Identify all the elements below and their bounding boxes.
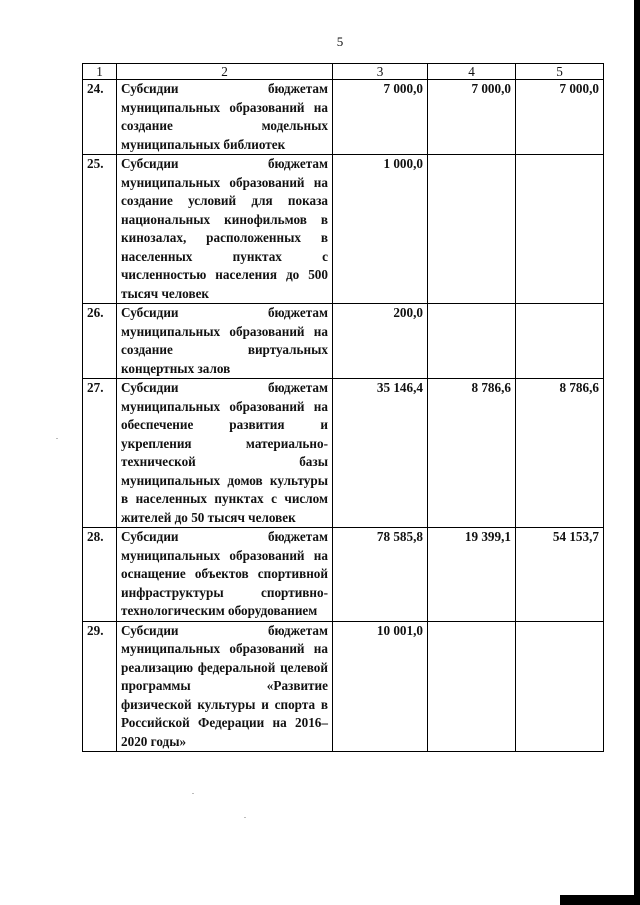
row-description: Субсидии бюджетам муниципальных образований на оснащение объектов спортивной инфраструктуры спортивно-технологическим оборудованием	[117, 528, 333, 622]
row-amount-col4: 19 399,1	[428, 528, 516, 622]
scan-speck	[244, 817, 246, 818]
page-number: 5	[336, 34, 344, 49]
row-amount-col3: 78 585,8	[333, 528, 428, 622]
row-amount-col3: 1 000,0	[333, 155, 428, 304]
table-row	[83, 621, 604, 752]
table-row	[83, 528, 604, 622]
header-col-3: 3	[333, 64, 428, 80]
scan-edge-right	[634, 0, 640, 905]
row-amount-col4	[428, 304, 516, 379]
scan-speck	[56, 438, 58, 439]
row-description: Субсидии бюджетам муниципальных образований на создание модельных муниципальных библиотек	[117, 80, 333, 155]
row-amount-col5	[516, 155, 604, 304]
row-amount-col3: 35 146,4	[333, 379, 428, 528]
row-description: Субсидии бюджетам муниципальных образований на обеспечение развития и укрепления материально-технической базы муниципальных домов культуры в населенных пунктах с числом жителей до 50 тысяч человек	[117, 379, 333, 528]
row-amount-col3: 7 000,0	[333, 80, 428, 155]
header-col-5: 5	[516, 64, 604, 80]
row-amount-col3: 200,0	[333, 304, 428, 379]
row-number: 29.	[83, 621, 117, 752]
scan-edge-bottom	[560, 895, 640, 905]
row-amount-col5	[516, 304, 604, 379]
row-amount-col3: 10 001,0	[333, 621, 428, 752]
row-number: 24.	[83, 80, 117, 155]
row-description: Субсидии бюджетам муниципальных образований на реализацию федеральной целевой программы «Развитие физической культуры и спорта в Российской Федерации на 2016–2020 годы»	[117, 621, 333, 752]
scan-speck	[192, 793, 194, 794]
row-amount-col4: 7 000,0	[428, 80, 516, 155]
header-col-2: 2	[117, 64, 333, 80]
row-number: 28.	[83, 528, 117, 622]
row-amount-col5: 7 000,0	[516, 80, 604, 155]
row-description: Субсидии бюджетам муниципальных образований на создание виртуальных концертных залов	[117, 304, 333, 379]
row-amount-col5: 54 153,7	[516, 528, 604, 622]
row-amount-col5	[516, 621, 604, 752]
table-row	[83, 304, 604, 379]
table-row	[83, 80, 604, 155]
budget-table	[82, 63, 604, 752]
row-amount-col4	[428, 155, 516, 304]
row-amount-col4: 8 786,6	[428, 379, 516, 528]
header-col-4: 4	[428, 64, 516, 80]
row-amount-col4	[428, 621, 516, 752]
table-row	[83, 379, 604, 528]
row-description: Субсидии бюджетам муниципальных образований на создание условий для показа национальных кинофильмов в кинозалах, расположенных в населенных пунктах с численностью населения до 500 тысяч человек	[117, 155, 333, 304]
row-number: 25.	[83, 155, 117, 304]
row-amount-col5: 8 786,6	[516, 379, 604, 528]
table-header-row	[83, 64, 604, 80]
table-row	[83, 155, 604, 304]
header-col-1: 1	[83, 64, 117, 80]
row-number: 26.	[83, 304, 117, 379]
row-number: 27.	[83, 379, 117, 528]
